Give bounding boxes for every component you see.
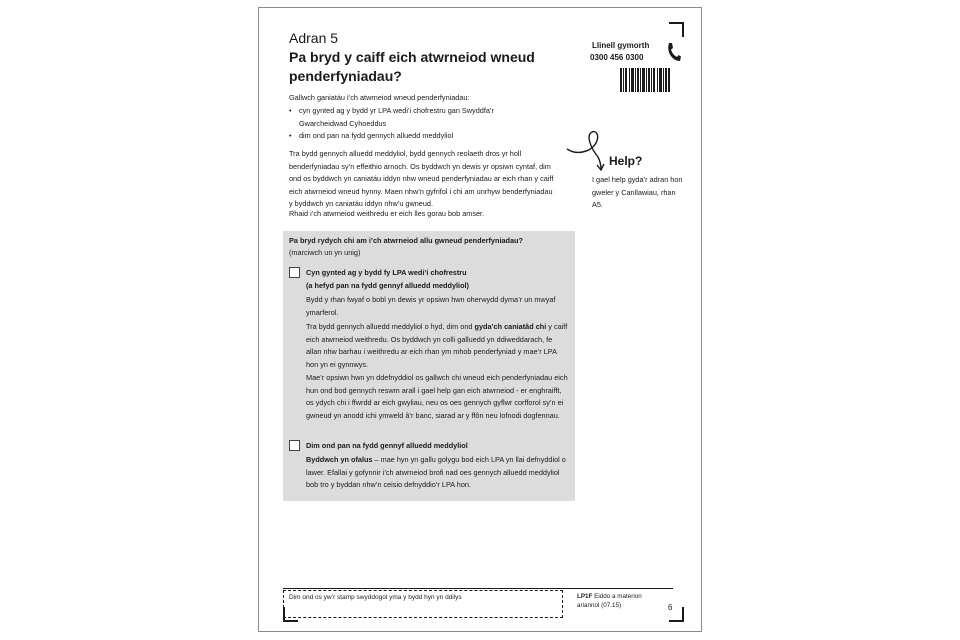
page-number: 6 [668, 603, 673, 612]
section-number: Adran 5 [289, 30, 339, 46]
option1-p2-start: Tra bydd gennych alluedd meddyliol o hyd, dim ond [306, 322, 475, 331]
option1-p2-end: y caiff eich atwrneiod weithredu. Os byddwch yn colli galluedd yn ddiweddarach, fe allan nhw barhau i weithredu ar eich rhan ym mhob penderfyniad y mae’r LPA hon yn ei gynnwys. [306, 322, 568, 369]
help-text: I gael help gyda’r adran hon gweler y Canllawiau, rhan A5. [592, 175, 683, 210]
form-reference [577, 592, 657, 610]
option1-p2-emphasis: gyda’ch caniatâd chi [474, 322, 547, 331]
question-title: Pa bryd rydych chi am i’ch atwrneiod allu gwneud penderfyniadau? [289, 236, 523, 245]
helpline-number: 0300 456 0300 [590, 53, 644, 62]
option2-title: Dim ond pan na fydd gennyf alluedd meddyliol [306, 441, 468, 450]
option1-title-line2: (a hefyd pan na fydd gennyf alluedd meddyliol) [306, 280, 469, 290]
option2-p1-text: – mae hyn yn gallu golygu bod eich LPA yn llai defnyddiol o lawer. Efallai y gofynnir i’ch atwrneiod brofi nad oes gennych alluedd meddyliol bob tro y byddan nhw’n ceisio defnyddio’r LPA hon. [306, 455, 566, 490]
intro-text: Gallwch ganiatáu i’ch atwrneiod wneud penderfyniadau: [289, 93, 470, 102]
page-title: Pa bryd y caiff eich atwrneiod wneud penderfyniadau? [289, 49, 535, 84]
bullet-item: • cyn gynted ag y bydd yr LPA wedi’i chofrestru gan Swyddfa’r Gwarcheidwad Cyhoeddus [289, 105, 514, 130]
stamp-note: Dim ond os yw’r stamp swyddogol yma y bydd hyn yn ddilys [289, 594, 462, 601]
paragraph: Rhaid i’ch atwrneiod weithredu er eich lles gorau bob amser. [289, 209, 485, 218]
corner-mark-bottom-right [669, 607, 684, 622]
option1-paragraph [306, 321, 568, 371]
corner-mark-top-right [669, 22, 684, 37]
option1-paragraph: Bydd y rhan fwyaf o bobl yn dewis yr opsiwn hwn oherwydd dyma’r un mwyaf ymarferol. [306, 295, 556, 317]
option-checkbox-no-capacity[interactable] [289, 440, 300, 451]
bullet-item: • dim ond pan na fydd gennych alluedd meddyliol [289, 130, 554, 143]
corner-mark-bottom-left [283, 607, 298, 622]
help-title: Help? [609, 154, 643, 168]
option2-paragraph [306, 454, 568, 492]
form-code: LP1F [577, 593, 593, 600]
helpline-label: Llinell gymorth [592, 41, 650, 50]
document-page [258, 7, 702, 632]
paragraph: Tra bydd gennych alluedd meddyliol, bydd gennych reolaeth dros yr holl benderfyniadau sy’n effeithio arnoch. Os byddwch yn dewis yr opsiwn cyntaf, dim ond os byddwch yn caniatáu iddyn nhw wneud penderfyniadau ar eich rhan y caiff eich atwrneiod wneud hynny. Maen nhw’n gyfrifol i chi am unrhyw benderfyniadau y byddwch yn caniatáu iddyn nhw’u gwneud. [289, 149, 554, 209]
barcode-icon [620, 68, 670, 92]
form-description: Eiddo a materion ariannol (07.15) [577, 593, 642, 609]
option1-title-line1: Cyn gynted ag y bydd fy LPA wedi’i chofrestru [306, 268, 467, 277]
phone-icon [665, 42, 681, 62]
option1-paragraph: Mae’r opsiwn hwn yn ddefnyddiol os gallwch chi wneud eich penderfyniadau eich hun ond bod gennych reswm arall i gael help gan eich atwrneiod - er enghraifft, os ydych chi i ffwrdd ar eich gwyliau, neu os oes gennych gyflwr corfforol sy’n ei gwneud yn anodd ichi ymweld â’r banc, siarad ar y ffôn neu lofnodi dogfennau. [306, 373, 568, 420]
footer-divider [283, 588, 673, 589]
option-checkbox-on-registration[interactable] [289, 267, 300, 278]
option1-title [306, 267, 469, 292]
option2-warning: Byddwch yn ofalus [306, 455, 373, 464]
question-subtitle: (marciwch un yn unig) [289, 248, 361, 257]
bullet-list [289, 105, 554, 143]
